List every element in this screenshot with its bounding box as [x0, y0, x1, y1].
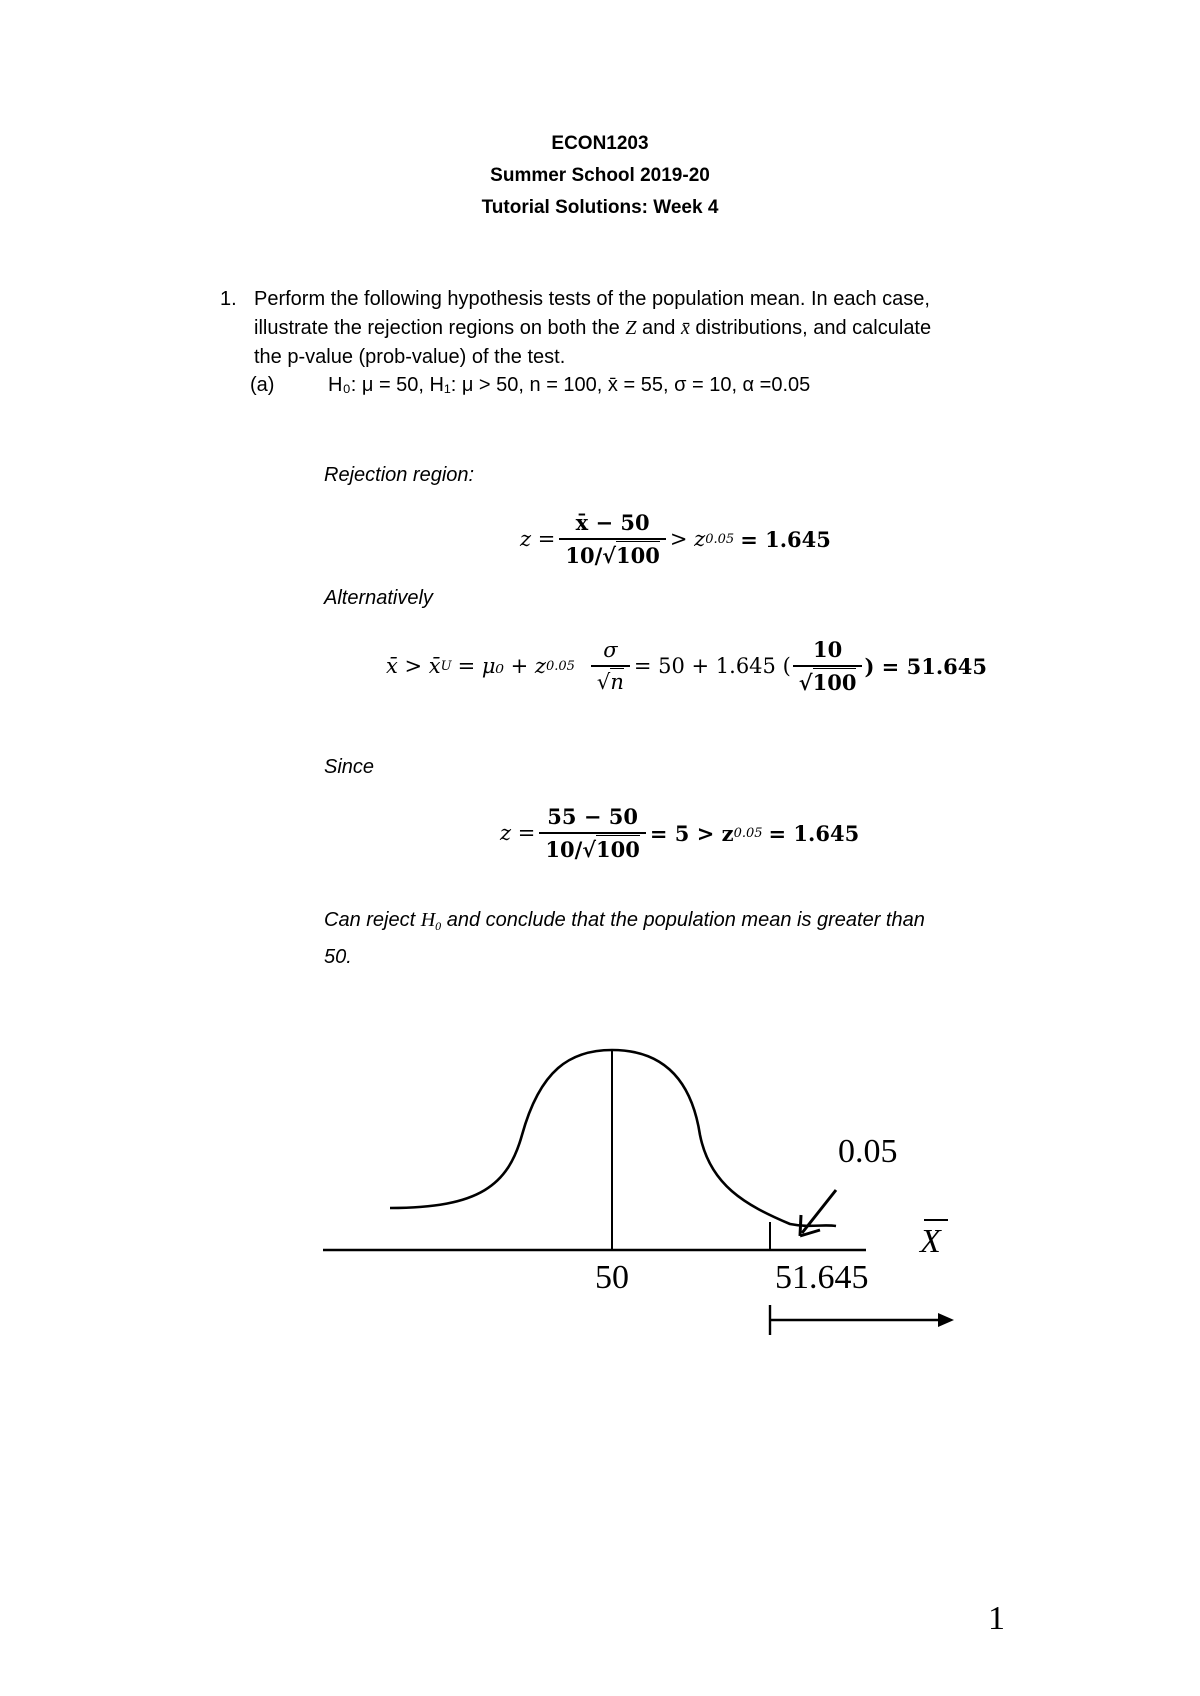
- eq1-numerator: x̄ − 50: [559, 510, 666, 540]
- xbar-symbol: x̄: [680, 317, 690, 339]
- eq3-rhs-b: = 1.645: [768, 820, 860, 846]
- since-label: Since: [324, 756, 375, 778]
- part-hypotheses: H₀: μ = 50, H₁: μ > 50, n = 100, x̄ = 55, σ = 10, α =0.05: [328, 374, 811, 396]
- question-line-1: Perform the following hypothesis tests of the population mean. In each case,: [254, 288, 930, 310]
- eq3-den-b: 100: [596, 837, 640, 862]
- conclusion-line-2: 50.: [324, 946, 352, 968]
- tutorial-subtitle: Tutorial Solutions: Week 4: [481, 197, 719, 218]
- h0-symbol: H: [420, 909, 436, 931]
- z-symbol: Z: [625, 317, 637, 339]
- eq2-mid: = μ₀ + z: [457, 654, 546, 678]
- term-title: Summer School 2019-20: [490, 165, 710, 186]
- eq1-rhs-a: > z: [669, 527, 706, 551]
- alpha-label: 0.05: [838, 1133, 898, 1170]
- question-line-2-text-b: and: [642, 317, 676, 339]
- alternatively-label: Alternatively: [324, 587, 433, 609]
- question-line-2-text-c: distributions, and calculate: [695, 317, 932, 339]
- question-number: 1.: [220, 288, 237, 310]
- eq1-lhs: z =: [520, 527, 556, 551]
- conclusion-text-b: and conclude that the population mean is greater than: [446, 909, 925, 931]
- eq2-frac1-den-b: n: [610, 670, 624, 694]
- critical-value-label: 51.645: [775, 1259, 869, 1296]
- eq3-den-a: 10/√: [545, 837, 597, 862]
- eq2-mid-sub: 0.05: [545, 658, 575, 674]
- rejection-arrow-head: [938, 1313, 954, 1327]
- eq3-rhs-sub: 0.05: [733, 825, 763, 841]
- eq2-frac2-den-a: √: [798, 670, 813, 695]
- h0-subscript: 0: [435, 919, 442, 933]
- eq1-den-b: 100: [616, 543, 660, 568]
- question-line-3: the p-value (prob-value) of the test.: [254, 346, 566, 368]
- eq1-rhs-sub: 0.05: [705, 531, 735, 547]
- eq2-frac1-num: σ: [591, 638, 630, 667]
- mean-label: 50: [595, 1259, 629, 1296]
- eq2-lhs-sub: U: [440, 658, 452, 674]
- part-label: (a): [250, 374, 275, 396]
- page-number: 1: [988, 1600, 1005, 1637]
- eq2-frac2-num: 10: [793, 637, 863, 667]
- eq2-rhs: ) = 51.645: [864, 653, 987, 679]
- rejection-region-label: Rejection region:: [324, 464, 475, 486]
- eq3-lhs: z =: [500, 821, 536, 845]
- eq1-rhs-b: = 1.645: [740, 526, 831, 552]
- eq2-mid2: = 50 + 1.645 (: [633, 654, 791, 678]
- conclusion-text-a: Can reject: [324, 909, 416, 931]
- question-line-2-text-a: illustrate the rejection regions on both the: [254, 317, 620, 339]
- eq3-numerator: 55 − 50: [539, 804, 646, 834]
- course-code: ECON1203: [551, 133, 649, 154]
- eq1-den-a: 10/√: [565, 543, 617, 568]
- axis-label-xbar: X: [920, 1223, 941, 1260]
- eq2-frac2-den-b: 100: [812, 670, 857, 695]
- eq2-frac1-den-a: √: [596, 670, 611, 694]
- eq3-rhs-a: = 5 > z: [649, 820, 734, 846]
- eq2-lhs: x̄ > x̄: [386, 654, 441, 678]
